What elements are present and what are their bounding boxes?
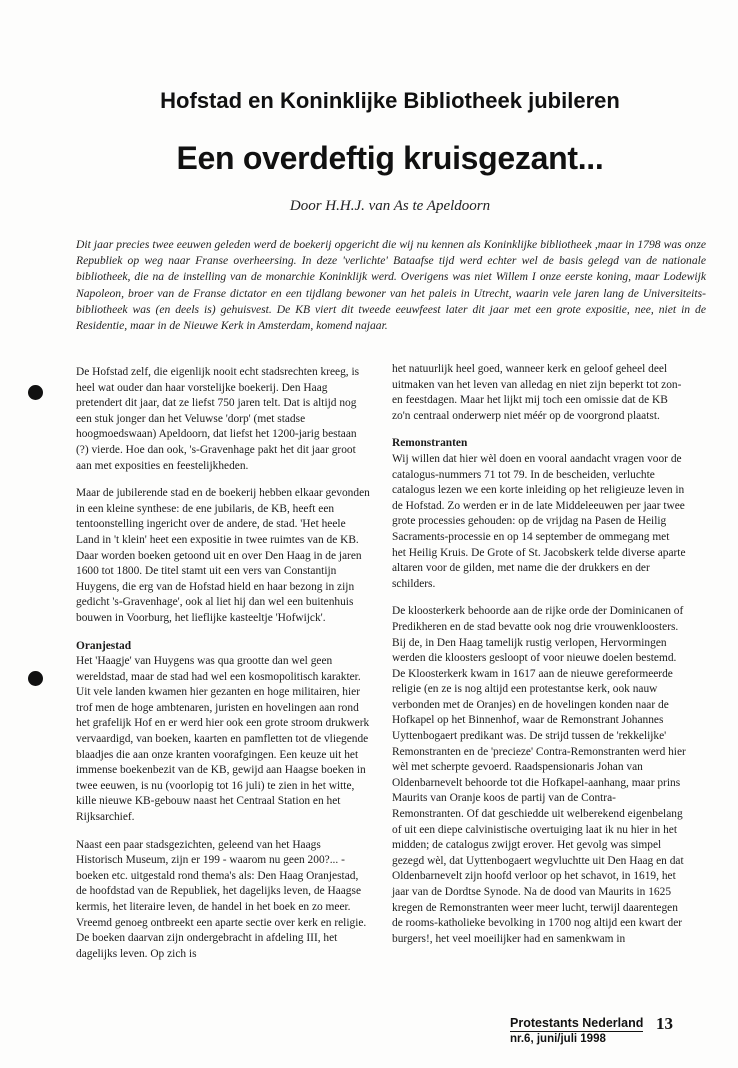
left-paragraph-3: Het 'Haagje' van Huygens was qua grootte dan wel geen wereldstad, maar de stad had wel een kosmopolitisch karakter. Uit vele landen kwamen hier gezanten en hoge militairen, hier trof men de hoge ambtenaren, juristen en hovelingen aan rond het grafelijk Hof en er werd hier ook een grote stroom drukwerk vervaardigd, van boeken, kaarten en pamfletten tot de vliegende blaadjes die aan onze kranten voorafgingen. Een keuze uit het immense boekenbezit van de KB, gewijd aan Haagse boeken in twee eeuwen, is nu (voorlopig tot 16 juli) te zien in het witte, kille nieuwe KB-gebouw naast het Centraal Station en het Rijksarchief. [76,655,370,824]
margin-bullet-bottom [28,671,43,686]
page-footer [510,1016,643,1045]
left-column [76,365,370,974]
article-intro: Dit jaar precies twee eeuwen geleden werd de boekerij opgericht die wij nu kennen als Koninklijke bibliotheek ,maar in 1798 was onze Republiek op weg naar Franse overheersing. In deze 'verlichte' Bataafse tijd werd echter wel de basis gelegd van de nationale bibliotheek, die na de instelling van de monarchie Koninklijk werd. Overigens was niet Willem I onze eerste koning, maar Lodewijk Napoleon, broer van de Franse dictator en een tijdlang bewoner van het paleis in Utrecht, waarin vele jaren lang de Universiteits-bibliotheek was (en deels is) gehuisvest. De KB viert dit tweede eeuwfeest later dit jaar met een grote expositie, nee, niet in de Residentie, maar in de Nieuwe Kerk in Amsterdam, komend najaar. [76,238,706,333]
article-byline: Door H.H.J. van As te Apeldoorn [289,198,491,214]
right-paragraph-2: Wij willen dat hier wèl doen en vooral aandacht vragen voor de catalogus-nummers 71 tot 79. In de bescheiden, verluchte catalogus lezen we een korte inleiding op het religieuze leven in de Hofstad. Zo werden er in de late Middeleeuwen per jaar twee grote processies gehouden: op de vrijdag na Pasen de Heilig Sacraments-processie en op 14 september de ommegang met het Heilig Kruis. De Grote of St. Jacobskerk telde diverse aparte altaren voor de gilden, met name die der drukkers en der schilders. [392,452,686,590]
issue-info: nr.6, juni/juli 1998 [510,1033,606,1045]
section-heading-oranjestad: Oranjestad [76,639,132,652]
section-heading-remonstranten: Remonstranten [392,437,468,450]
article-kicker: Hofstad en Koninklijke Bibliotheek jubileren [160,88,620,113]
right-column [392,362,686,959]
page-number: 13 [656,1014,673,1033]
left-paragraph-1: De Hofstad zelf, die eigenlijk nooit echt stadsrechten kreeg, is heel wat ouder dan haar vorstelijke boekerij. Den Haag pretendert dit jaar, dat ze liefst 750 jaren telt. Dat is altijd nog een stuk jonger dan het Veluwse 'dorp' (met stadse hoogmoedswaan) Apeldoorn, dat liefst het 1200-jarig bestaan (?) vierde. Hoe dan ook, 's-Gravenhage pakt het dit jaar groot aan met exposities en feestelijkheden. [76,366,360,472]
article-title: Een overdeftig kruisgezant... [176,140,604,176]
publication-name: Protestants Nederland [510,1016,644,1030]
margin-bullet-top [28,385,43,400]
left-paragraph-2: Maar de jubilerende stad en de boekerij hebben elkaar gevonden in een kleine synthese: de ene jubilaris, de KB, heeft een tentoonstelling ingericht over de andere, de stad. 'Het heele Land in 't klein' heet een expositie in twee ruimtes van de KB. Daar worden boeken getoond uit en over Den Haag in de jaren 1600 tot 1800. De titel stamt uit een vers van Constantijn Huygens, die erg van de Hofstad hield en haar bezong in zijn gedicht 's-Gravenhage', ook al liet hij dan wel een buitenhuis bouwen in Voorburg, het lieflijke kasteeltje 'Hofwijck'. [76,487,370,624]
right-paragraph-1: het natuurlijk heel goed, wanneer kerk en geloof geheel deel uitmaken van het leven van alledag en niet zijn beperkt tot zon- en feestdagen. Maar het lijkt mij toch een omissie dat de KB zo'n centraal onderwerp niet méér op de voorgrond plaatst. [392,363,682,422]
left-paragraph-4: Naast een paar stadsgezichten, geleend van het Haags Historisch Museum, zijn er 199 - waarom nu geen 200?... - boeken etc. uitgestald rond thema's als: Den Haag Oranjestad, de hoofdstad van de Republiek, het dagelijks leven, de Haagse kermis, het literaire leven, de handel in het boek en zo meer. Vreemd genoeg ontbreekt een aparte sectie over kerk en religie. De boeken daarvan zijn ondergebracht in afdeling III, het dagelijks leven. Op zich is [76,838,367,960]
right-paragraph-3: De kloosterkerk behoorde aan de rijke orde der Dominicanen of Predikheren en de stad bevatte ook nog drie vrouwenkloosters. Bij de, in Den Haag tamelijk rustig verlopen, Hervormingen werden die kloosters gesloopt of voor nieuwe doelen bestemd. De Kloosterkerk kwam in 1617 aan de nieuwe gereformeerde religie (en ze is nog altijd een protestantse kerk, ook nauw verbonden met de Oranjes) en de hovelingen konden naar de Hofkapel op het Binnenhof, waar de Remonstrant Johannes Uyttenbogaert predikant was. De strijd tussen de 'rekkelijke' Remonstranten en de 'precieze' Contra-Remonstranten werd hier wèl met scherpte gevoerd. Raadspensionaris Johan van Oldenbarnevelt behoorde tot die Hofkapel-aanhang, maar prins Maurits van Oranje koos de partij van de Contra-Remonstranten. Of dat geschiedde uit welberekend eigenbelang of uit een diepe calvinistische overtuiging laat ik nu hier in het midden; de catalogus zwijgt erover. Het gevolg was simpel gezegd wèl, dat Uyttenbogaert wegvluchtte uit Den Haag en dat Oldenbarnevelt zijn hoofd verloor op het schavot, in 1619, het jaar van de Dordtse Synode. Na de dood van Maurits in 1625 kregen de Remonstranten weer meer lucht, terwijl daarentegen de rooms-katholieke bevolking in 1700 nog altijd een kwart der burgers!, het veel moeilijker had en samenkwam in [392,605,686,945]
